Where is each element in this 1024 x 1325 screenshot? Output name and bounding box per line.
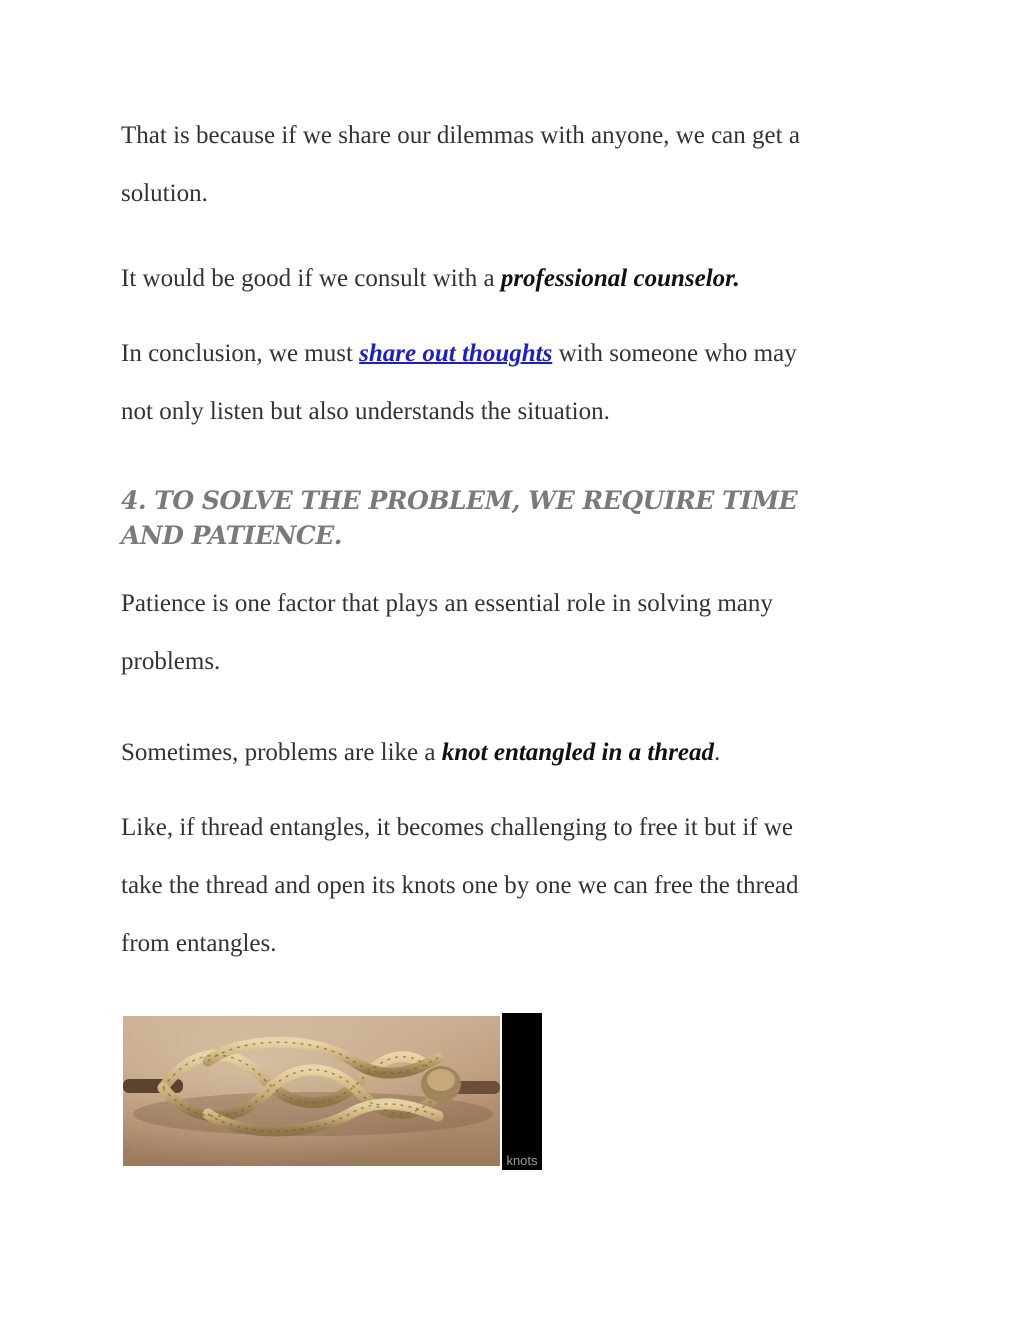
- paragraph-text: It would be good if we consult with a: [121, 265, 501, 292]
- paragraph-conclusion: [121, 325, 797, 383]
- paragraph-text: .: [714, 739, 721, 766]
- section-heading-line: 4. TO SOLVE THE PROBLEM, WE REQUIRE TIME: [121, 486, 798, 515]
- share-out-thoughts-link[interactable]: share out thoughts: [359, 340, 553, 367]
- paragraph-line: problems.: [121, 648, 221, 675]
- paragraph-line: solution.: [121, 180, 208, 207]
- section-heading-line: AND PATIENCE.: [121, 521, 343, 550]
- paragraph-line: Like, if thread entangles, it becomes challenging to free it but if we: [121, 814, 793, 841]
- paragraph-line: take the thread and open its knots one by one we can free the thread: [121, 872, 799, 899]
- paragraph-knot: [121, 724, 720, 782]
- paragraph-line: not only listen but also understands the situation.: [121, 398, 610, 425]
- paragraph-text: In conclusion, we must: [121, 340, 360, 367]
- rope-knot-photo[interactable]: [123, 1016, 500, 1166]
- paragraph-text: Sometimes, problems are like a: [121, 739, 442, 766]
- emphasis-professional-counselor: professional counselor.: [500, 265, 740, 292]
- knots-figure: [123, 1013, 543, 1170]
- paragraph-line: That is because if we share our dilemmas with anyone, we can get a: [121, 122, 800, 149]
- paragraph-line: from entangles.: [121, 930, 277, 957]
- paragraph-consult: [121, 250, 740, 308]
- paragraph-text: with someone who may: [552, 340, 797, 367]
- caption-bar: [502, 1013, 542, 1170]
- emphasis-knot-entangled: knot entangled in a thread: [441, 739, 715, 766]
- paragraph-line: Patience is one factor that plays an essential role in solving many: [121, 590, 773, 617]
- image-caption: knots: [506, 1153, 538, 1168]
